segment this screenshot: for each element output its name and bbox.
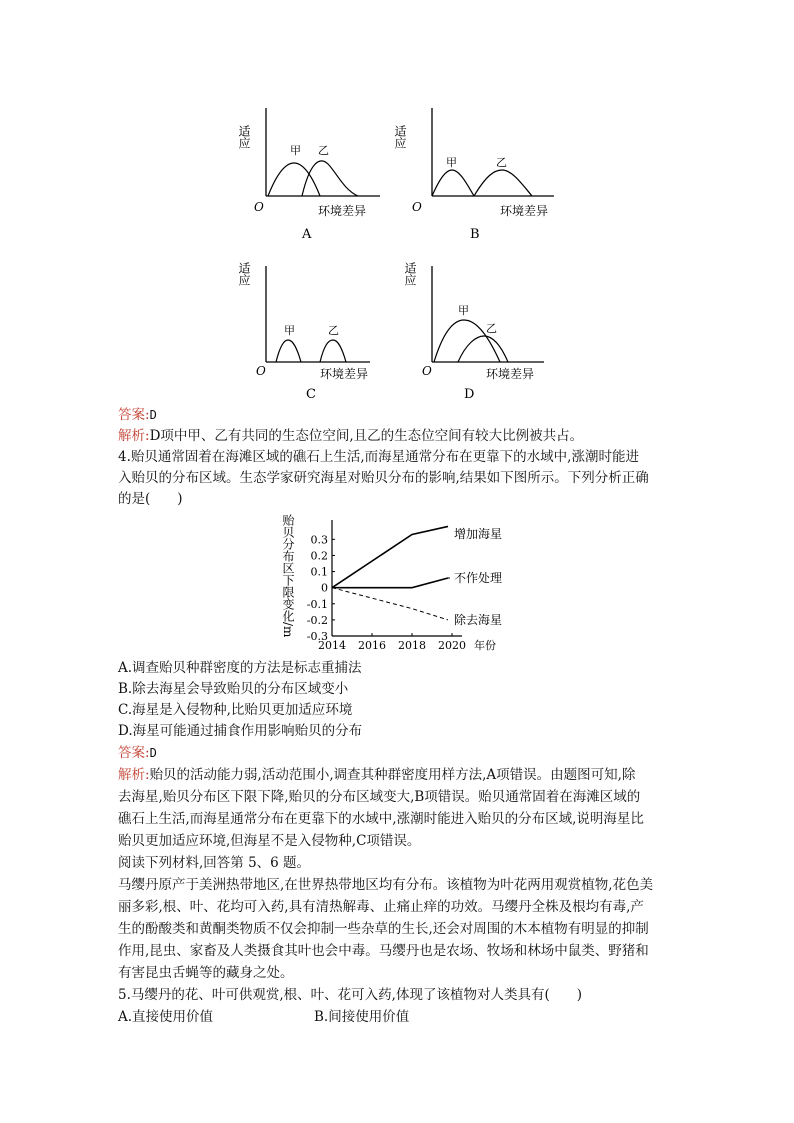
- q4-answer: [118, 743, 678, 764]
- graph-d-ylabel: 适应: [403, 262, 417, 286]
- chart-y-tick-label: 0.2: [310, 549, 328, 563]
- q4-stem-line2: 入贻贝的分布区域。生态学家研究海星对贻贝分布的影响,结果如下图所示。下列分析正确: [118, 470, 649, 486]
- chart-y-tick-label: -0.2: [306, 613, 328, 627]
- graph-c: [237, 262, 370, 402]
- graph-b-jia: 甲: [446, 156, 457, 169]
- graph-d-xlabel: 环境差异: [486, 367, 535, 381]
- graph-a-origin: O: [254, 200, 264, 214]
- q3-analysis: [118, 426, 678, 447]
- graph-d-caption: D: [464, 387, 475, 402]
- q4-stem-line3: 的是( ): [118, 491, 183, 507]
- q5-stem: 5.马缨丹的花、叶可供观赏,根、叶、花可入药,体现了该植物对人类具有( ): [118, 987, 582, 1003]
- q3-analysis-label: 解析:: [118, 428, 150, 444]
- q4-analysis-line2: 去海星,贻贝分布区下限下降,贻贝的分布区域变大,B项错误。贻贝通常固着在海滩区域的: [118, 789, 641, 805]
- graph-b-yi: 乙: [496, 156, 507, 169]
- chart-ylabel: 贻贝分布区下限变化/m: [281, 514, 295, 638]
- graph-b-origin: O: [412, 200, 422, 214]
- passage-line2: 丽多彩,根、叶、花均可入药,具有清热解毒、止痛止痒的功效。马缨丹全株及根均有毒,产: [118, 899, 644, 915]
- graph-a-xlabel: 环境差异: [318, 204, 367, 218]
- q3-analysis-text: D项中甲、乙有共同的生态位空间,且乙的生态位空间有较大比例被共占。: [149, 428, 584, 444]
- passage-line5: 有害昆虫舌蝇等的藏身之处。: [118, 965, 294, 981]
- graph-c-ylabel: 适应: [237, 262, 251, 286]
- graph-d-yi: 乙: [486, 322, 497, 335]
- graph-c-yi: 乙: [328, 324, 339, 337]
- q3-answer-value: D: [149, 408, 157, 422]
- chart-series-label-2: 不作处理: [454, 571, 503, 585]
- graph-a: [237, 108, 380, 242]
- graph-b: [393, 108, 554, 242]
- graph-d: [403, 262, 544, 402]
- q3-answer: [118, 405, 678, 426]
- graph-b-curve-jia: [432, 170, 474, 196]
- q4-answer-label: 答案:: [118, 745, 150, 761]
- graph-a-curve-yi: [302, 161, 358, 196]
- graph-b-curve-yi: [474, 170, 532, 196]
- graph-d-curve-yi: [458, 336, 508, 362]
- chart-x-tick-label: 2016: [358, 639, 386, 652]
- q5-option-b: B.间接使用价值: [314, 1009, 410, 1025]
- chart-series-line-3: [332, 588, 448, 620]
- passage-line1: 马缨丹原产于美洲热带地区,在世界热带地区均有分布。该植物为叶花两用观赏植物,花色美: [118, 877, 654, 893]
- graph-d-jia: 甲: [458, 304, 469, 317]
- q4-analysis-line3: 礁石上生活,而海星通常分布在更靠下的水域中,涨潮时能进入贻贝的分布区域,说明海星比: [118, 811, 644, 827]
- chart-x-tick-label: 2018: [398, 639, 426, 652]
- q4-analysis-text-1: 贻贝的活动能力弱,活动范围小,调查其种群密度用样方法,A项错误。由题图可知,除: [149, 767, 636, 783]
- graph-c-jia: 甲: [284, 324, 295, 337]
- passage-intro: 阅读下列材料,回答第 5、6 题。: [118, 855, 311, 871]
- q4-analysis-line1: [118, 765, 678, 786]
- graph-c-curve-yi: [320, 340, 346, 362]
- mussel-distribution-chart: [282, 508, 532, 652]
- chart-series-label-3: 除去海星: [454, 613, 503, 627]
- graph-a-jia: 甲: [290, 144, 301, 157]
- chart-y-tick-label: 0: [321, 581, 328, 595]
- passage-line4: 作用,昆虫、家畜及人类摄食其叶也会中毒。马缨丹也是农场、牧场和林场中鼠类、野猪和: [118, 943, 649, 959]
- graph-a-caption: A: [302, 227, 312, 242]
- graph-b-ylabel: 适应: [393, 125, 407, 149]
- graph-c-xlabel: 环境差异: [320, 367, 369, 381]
- graph-a-yi: 乙: [318, 144, 329, 157]
- q4-option-a: A.调查贻贝种群密度的方法是标志重捕法: [118, 660, 362, 676]
- q3-answer-label: 答案:: [118, 407, 150, 423]
- graph-c-origin: O: [256, 364, 266, 378]
- niche-graphs: [237, 90, 570, 410]
- graph-a-ylabel: 适应: [237, 125, 251, 149]
- q4-stem-line1: 4.贻贝通常固着在海滩区域的礁石上生活,而海星通常分布在更靠下的水域中,涨潮时能进: [118, 449, 639, 465]
- graph-d-origin: O: [422, 364, 432, 378]
- chart-y-tick-label: -0.3: [306, 630, 328, 643]
- chart-series-label-1: 增加海星: [454, 527, 503, 541]
- q4-analysis-line4: 贻贝更加适应环境,但海星不是入侵物种,C项错误。: [118, 833, 421, 849]
- q4-option-b: B.除去海星会导致贻贝的分布区域变小: [118, 681, 349, 697]
- chart-x-tick-label: 2014: [318, 639, 346, 652]
- q4-option-c: C.海星是入侵物种,比贻贝更加适应环境: [118, 702, 353, 718]
- q5-options: [118, 1007, 678, 1028]
- passage-line3: 生的酚酸类和黄酮类物质不仅会抑制一些杂草的生长,还会对周围的木本植物有明显的抑制: [118, 921, 649, 937]
- graph-c-curve-jia: [276, 340, 301, 362]
- chart-series-line-2: [332, 578, 448, 588]
- q4-answer-value: D: [149, 746, 157, 760]
- q4-option-d: D.海星可能通过捕食作用影响贻贝的分布: [118, 723, 363, 739]
- chart-x-tick-label: 2020: [438, 639, 466, 652]
- q4-analysis-label: 解析:: [118, 767, 150, 783]
- graph-b-xlabel: 环境差异: [500, 204, 549, 218]
- graph-b-caption: B: [470, 227, 480, 242]
- chart-y-tick-label: 0.1: [310, 565, 328, 579]
- chart-xlabel: 年份: [474, 639, 496, 652]
- chart-series-line-1: [332, 526, 448, 587]
- graph-c-caption: C: [306, 387, 316, 402]
- chart-y-tick-label: -0.1: [306, 597, 328, 611]
- q5-option-a: A.直接使用价值: [118, 1009, 214, 1025]
- chart-y-tick-label: 0.3: [310, 533, 328, 547]
